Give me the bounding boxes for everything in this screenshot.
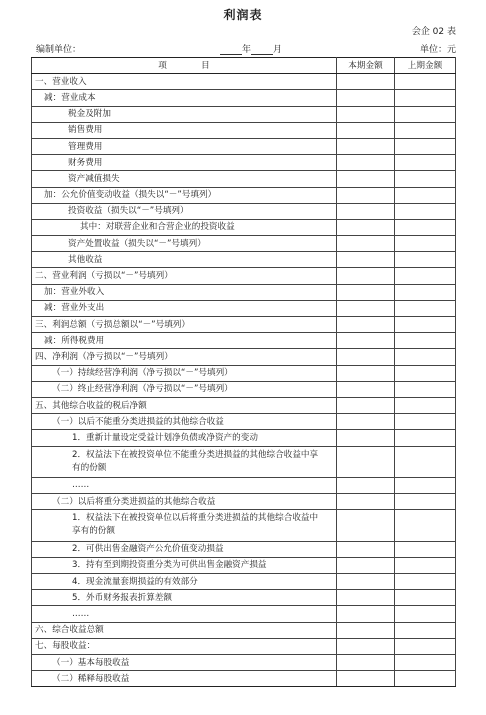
row-item-label: 2．权益法下在被投资单位不能重分类进损益的其他综合收益中享有的份额: [32, 446, 337, 477]
table-row: [32, 430, 456, 446]
table-row: [32, 574, 456, 590]
prior-amount-cell[interactable]: [395, 381, 456, 397]
current-amount-cell[interactable]: [337, 333, 395, 349]
row-item-label: 税金及附加: [32, 106, 337, 122]
table-row: [32, 397, 456, 413]
row-item-label: （一）基本每股收益: [32, 654, 337, 670]
prior-amount-cell[interactable]: [395, 365, 456, 381]
row-item-label: 销售费用: [32, 122, 337, 138]
table-row: [32, 90, 456, 106]
row-item-label: 其他收益: [32, 252, 337, 268]
prior-amount-cell[interactable]: [395, 414, 456, 430]
current-amount-cell[interactable]: [337, 349, 395, 365]
prior-amount-cell[interactable]: [395, 638, 456, 654]
table-row: [32, 606, 456, 622]
prior-amount-cell[interactable]: [395, 333, 456, 349]
table-row: [32, 74, 456, 90]
table-header-row: [32, 58, 456, 74]
row-item-label: 1．重新计量设定受益计划净负债或净资产的变动: [32, 430, 337, 446]
current-amount-cell[interactable]: [337, 477, 395, 493]
table-row: [32, 622, 456, 638]
row-item-label: 六、综合收益总额: [32, 622, 337, 638]
month-blank: [251, 45, 273, 55]
current-amount-cell[interactable]: [337, 414, 395, 430]
prior-amount-cell[interactable]: [395, 300, 456, 316]
current-amount-cell[interactable]: [337, 187, 395, 203]
current-amount-cell[interactable]: [337, 122, 395, 138]
row-item-label: （一）以后不能重分类进损益的其他综合收益: [32, 414, 337, 430]
row-item-label: ……: [32, 606, 337, 622]
current-amount-cell[interactable]: [337, 317, 395, 333]
table-row: [32, 155, 456, 171]
prior-amount-cell[interactable]: [395, 557, 456, 573]
prior-amount-cell[interactable]: [395, 477, 456, 493]
current-amount-cell[interactable]: [337, 284, 395, 300]
prior-amount-cell[interactable]: [395, 349, 456, 365]
current-amount-cell[interactable]: [337, 252, 395, 268]
row-item-label: 其中：对联营企业和合营企业的投资收益: [32, 219, 337, 235]
row-item-label: 减：营业外支出: [32, 300, 337, 316]
year-blank: [220, 45, 242, 55]
current-amount-cell[interactable]: [337, 365, 395, 381]
prior-amount-cell[interactable]: [395, 541, 456, 557]
prior-amount-cell[interactable]: [395, 622, 456, 638]
table-row: [32, 446, 456, 477]
row-item-label: 2．可供出售金融资产公允价值变动损益: [32, 541, 337, 557]
prior-amount-cell[interactable]: [395, 268, 456, 284]
row-item-label: 4．现金流量套期损益的有效部分: [32, 574, 337, 590]
table-row: [32, 317, 456, 333]
current-amount-cell[interactable]: [337, 638, 395, 654]
table-row: [32, 236, 456, 252]
current-amount-cell[interactable]: [337, 381, 395, 397]
prior-amount-cell[interactable]: [395, 74, 456, 90]
prior-amount-cell[interactable]: [395, 284, 456, 300]
table-row: [32, 300, 456, 316]
org-label: 编制单位：: [36, 45, 82, 55]
prior-amount-cell[interactable]: [395, 590, 456, 606]
row-item-label: （二）以后将重分类进损益的其他综合收益: [32, 494, 337, 510]
row-item-label: 3．持有至到期投资重分类为可供出售金融资产损益: [32, 557, 337, 573]
period-field: [220, 42, 282, 55]
table-row: [32, 638, 456, 654]
prior-amount-cell[interactable]: [395, 236, 456, 252]
current-amount-cell[interactable]: [337, 171, 395, 187]
prior-amount-cell[interactable]: [395, 138, 456, 154]
form-code: 会企 02 表: [411, 27, 456, 37]
table-row: [32, 268, 456, 284]
prior-amount-cell[interactable]: [395, 90, 456, 106]
table-row: [32, 203, 456, 219]
year-label: 年: [242, 45, 252, 55]
table-row: [32, 219, 456, 235]
current-amount-cell[interactable]: [337, 510, 395, 541]
table-body: [32, 74, 456, 687]
prior-amount-cell[interactable]: [395, 252, 456, 268]
prior-amount-cell[interactable]: [395, 187, 456, 203]
table-row: [32, 381, 456, 397]
prior-amount-cell[interactable]: [395, 430, 456, 446]
current-amount-cell[interactable]: [337, 203, 395, 219]
prior-amount-cell[interactable]: [395, 606, 456, 622]
row-item-label: 财务费用: [32, 155, 337, 171]
current-amount-cell[interactable]: [337, 300, 395, 316]
row-item-label: 七、每股收益：: [32, 638, 337, 654]
row-item-label: 5．外币财务报表折算差额: [32, 590, 337, 606]
row-item-label: 减：营业成本: [32, 90, 337, 106]
current-amount-cell[interactable]: [337, 74, 395, 90]
prior-amount-cell[interactable]: [395, 671, 456, 687]
current-amount-cell[interactable]: [337, 622, 395, 638]
table-row: [32, 557, 456, 573]
table-row: [32, 138, 456, 154]
table-row: [32, 349, 456, 365]
row-item-label: ……: [32, 477, 337, 493]
current-amount-cell[interactable]: [337, 155, 395, 171]
current-amount-cell[interactable]: [337, 90, 395, 106]
prior-amount-cell[interactable]: [395, 171, 456, 187]
row-item-label: 资产减值损失: [32, 171, 337, 187]
prior-amount-cell[interactable]: [395, 106, 456, 122]
row-item-label: （一）持续经营净利润（净亏损以“－”号填列）: [32, 365, 337, 381]
row-item-label: 管理费用: [32, 138, 337, 154]
row-item-label: 加：公允价值变动收益（损失以“－”号填列）: [32, 187, 337, 203]
table-row: [32, 365, 456, 381]
column-header-item: 项 目: [32, 58, 337, 74]
table-row: [32, 284, 456, 300]
statement-title: 利润表: [223, 8, 263, 22]
row-item-label: 减：所得税费用: [32, 333, 337, 349]
current-amount-cell[interactable]: [337, 654, 395, 670]
prior-amount-cell[interactable]: [395, 654, 456, 670]
prior-amount-cell[interactable]: [395, 494, 456, 510]
prior-amount-cell[interactable]: [395, 397, 456, 413]
table-row: [32, 122, 456, 138]
current-amount-cell[interactable]: [337, 541, 395, 557]
prior-amount-cell[interactable]: [395, 155, 456, 171]
current-amount-cell[interactable]: [337, 397, 395, 413]
table-row: [32, 671, 456, 687]
current-amount-cell[interactable]: [337, 446, 395, 477]
row-item-label: 二、营业利润（亏损以“－”号填列）: [32, 268, 337, 284]
prior-amount-cell[interactable]: [395, 574, 456, 590]
table-row: [32, 510, 456, 541]
row-item-label: 资产处置收益（损失以“－”号填列）: [32, 236, 337, 252]
current-amount-cell[interactable]: [337, 106, 395, 122]
unit-label: 单位：元: [419, 45, 456, 55]
row-item-label: 投资收益（损失以“－”号填列）: [32, 203, 337, 219]
row-item-label: 三、利润总额（亏损总额以“－”号填列）: [32, 317, 337, 333]
month-label: 月: [273, 45, 283, 55]
table-row: [32, 590, 456, 606]
column-header-current: 本期金额: [337, 58, 395, 74]
current-amount-cell[interactable]: [337, 138, 395, 154]
prior-amount-cell[interactable]: [395, 317, 456, 333]
table-row: [32, 252, 456, 268]
column-header-prior: 上期金额: [395, 58, 456, 74]
prior-amount-cell[interactable]: [395, 203, 456, 219]
current-amount-cell[interactable]: [337, 219, 395, 235]
table-row: [32, 494, 456, 510]
current-amount-cell[interactable]: [337, 590, 395, 606]
prior-amount-cell[interactable]: [395, 510, 456, 541]
row-item-label: 一、营业收入: [32, 74, 337, 90]
table-row: [32, 333, 456, 349]
row-item-label: 加：营业外收入: [32, 284, 337, 300]
row-item-label: （二）稀释每股收益: [32, 671, 337, 687]
current-amount-cell[interactable]: [337, 671, 395, 687]
table-row: [32, 414, 456, 430]
statement-meta: [36, 42, 456, 54]
table-row: [32, 106, 456, 122]
current-amount-cell[interactable]: [337, 606, 395, 622]
row-item-label: （二）终止经营净利润（净亏损以“－”号填列）: [32, 381, 337, 397]
prior-amount-cell[interactable]: [395, 219, 456, 235]
table-row: [32, 541, 456, 557]
current-amount-cell[interactable]: [337, 494, 395, 510]
row-item-label: 1．权益法下在被投资单位以后将重分类进损益的其他综合收益中享有的份额: [32, 510, 337, 541]
income-statement-table: [31, 57, 456, 687]
table-row: [32, 477, 456, 493]
prior-amount-cell[interactable]: [395, 122, 456, 138]
current-amount-cell[interactable]: [337, 236, 395, 252]
row-item-label: 五、其他综合收益的税后净额: [32, 397, 337, 413]
current-amount-cell[interactable]: [337, 268, 395, 284]
table-row: [32, 187, 456, 203]
current-amount-cell[interactable]: [337, 574, 395, 590]
table-row: [32, 654, 456, 670]
table-row: [32, 171, 456, 187]
current-amount-cell[interactable]: [337, 430, 395, 446]
row-item-label: 四、净利润（净亏损以“－”号填列）: [32, 349, 337, 365]
current-amount-cell[interactable]: [337, 557, 395, 573]
prior-amount-cell[interactable]: [395, 446, 456, 477]
